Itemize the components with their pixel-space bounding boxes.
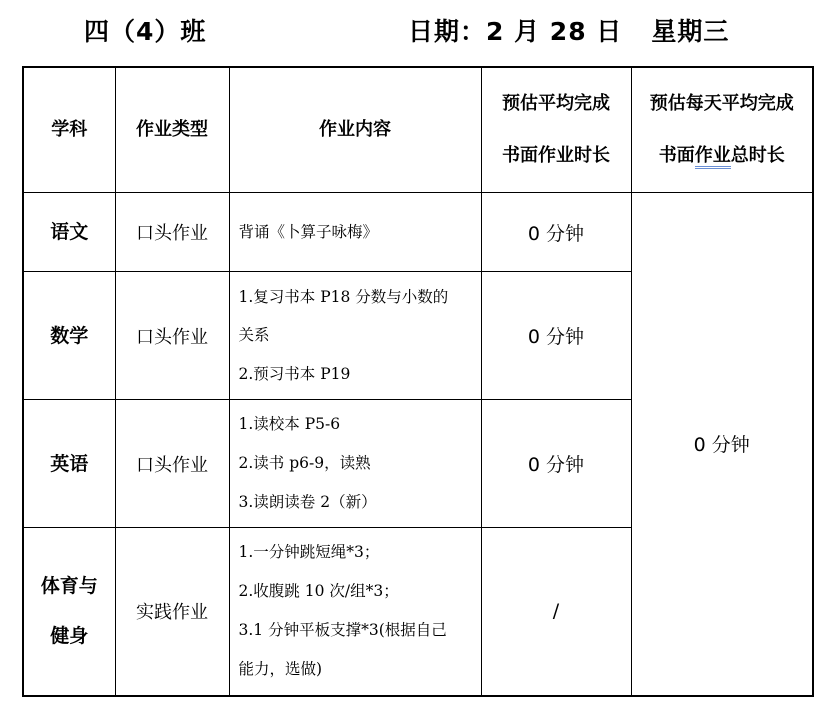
content-cell [229,272,481,400]
col-header-daily-total-line2 [632,130,813,182]
type-cell: 口头作业 [115,400,229,528]
time-cell: 0 分钟 [481,193,631,272]
daily-total-cell: 0 分钟 [631,193,813,696]
col-header-daily-total-line1: 预估每天平均完成 [649,93,794,114]
date-title: 日期：2 月 28 日 星期三 [408,17,730,46]
col-header-subject: 学科 [23,67,115,193]
subject-cell: 语文 [23,193,115,272]
content-cell [229,400,481,528]
subject-cell: 数学 [23,272,115,400]
content-cell [229,528,481,696]
class-title: 四（4）班 [84,17,207,46]
subject-cell [23,528,115,696]
content-line: 2.收腹跳 10 次/组*3； [238,582,399,601]
subject-line1: 体育与 [40,575,98,598]
daily-total-line2-post: 总时长 [730,145,785,166]
content-line: 3.1 分钟平板支撑*3(根据自己 [238,621,447,640]
col-header-daily-total [631,67,813,193]
content-line: 2.预习书本 P19 [238,364,351,383]
homework-table [22,66,814,697]
col-header-content: 作业内容 [229,67,481,193]
content-line: 关系 [238,326,270,345]
subject-line2: 健身 [50,625,89,648]
header-row [23,67,813,193]
time-cell: 0 分钟 [481,400,631,528]
content-line: 背诵《卜算子咏梅》 [238,222,379,241]
daily-total-line2-underlined: 作业 [695,145,731,169]
col-header-avg-time [481,67,631,193]
time-cell: 0 分钟 [481,272,631,400]
content-line: 1.一分钟跳短绳*3； [238,543,380,562]
type-cell: 口头作业 [115,193,229,272]
content-line: 1.读校本 P5-6 [238,415,341,433]
col-header-type: 作业类型 [115,67,229,193]
content-line: 能力，选做) [238,660,323,679]
time-cell: / [481,528,631,696]
type-cell: 口头作业 [115,272,229,400]
type-cell: 实践作业 [115,528,229,696]
subject-cell: 英语 [23,400,115,528]
col-header-avg-time-line1: 预估平均完成 [502,93,610,114]
content-cell [229,193,481,272]
col-header-avg-time-line2: 书面作业时长 [502,145,610,166]
table-row-chinese [23,193,813,272]
content-line: 1.复习书本 P18 分数与小数的 [238,287,449,306]
content-line: 3.读朗读卷 2（新） [238,493,377,511]
content-line: 2.读书 p6-9，读熟 [238,454,371,472]
daily-total-line2-pre: 书面 [658,145,695,166]
